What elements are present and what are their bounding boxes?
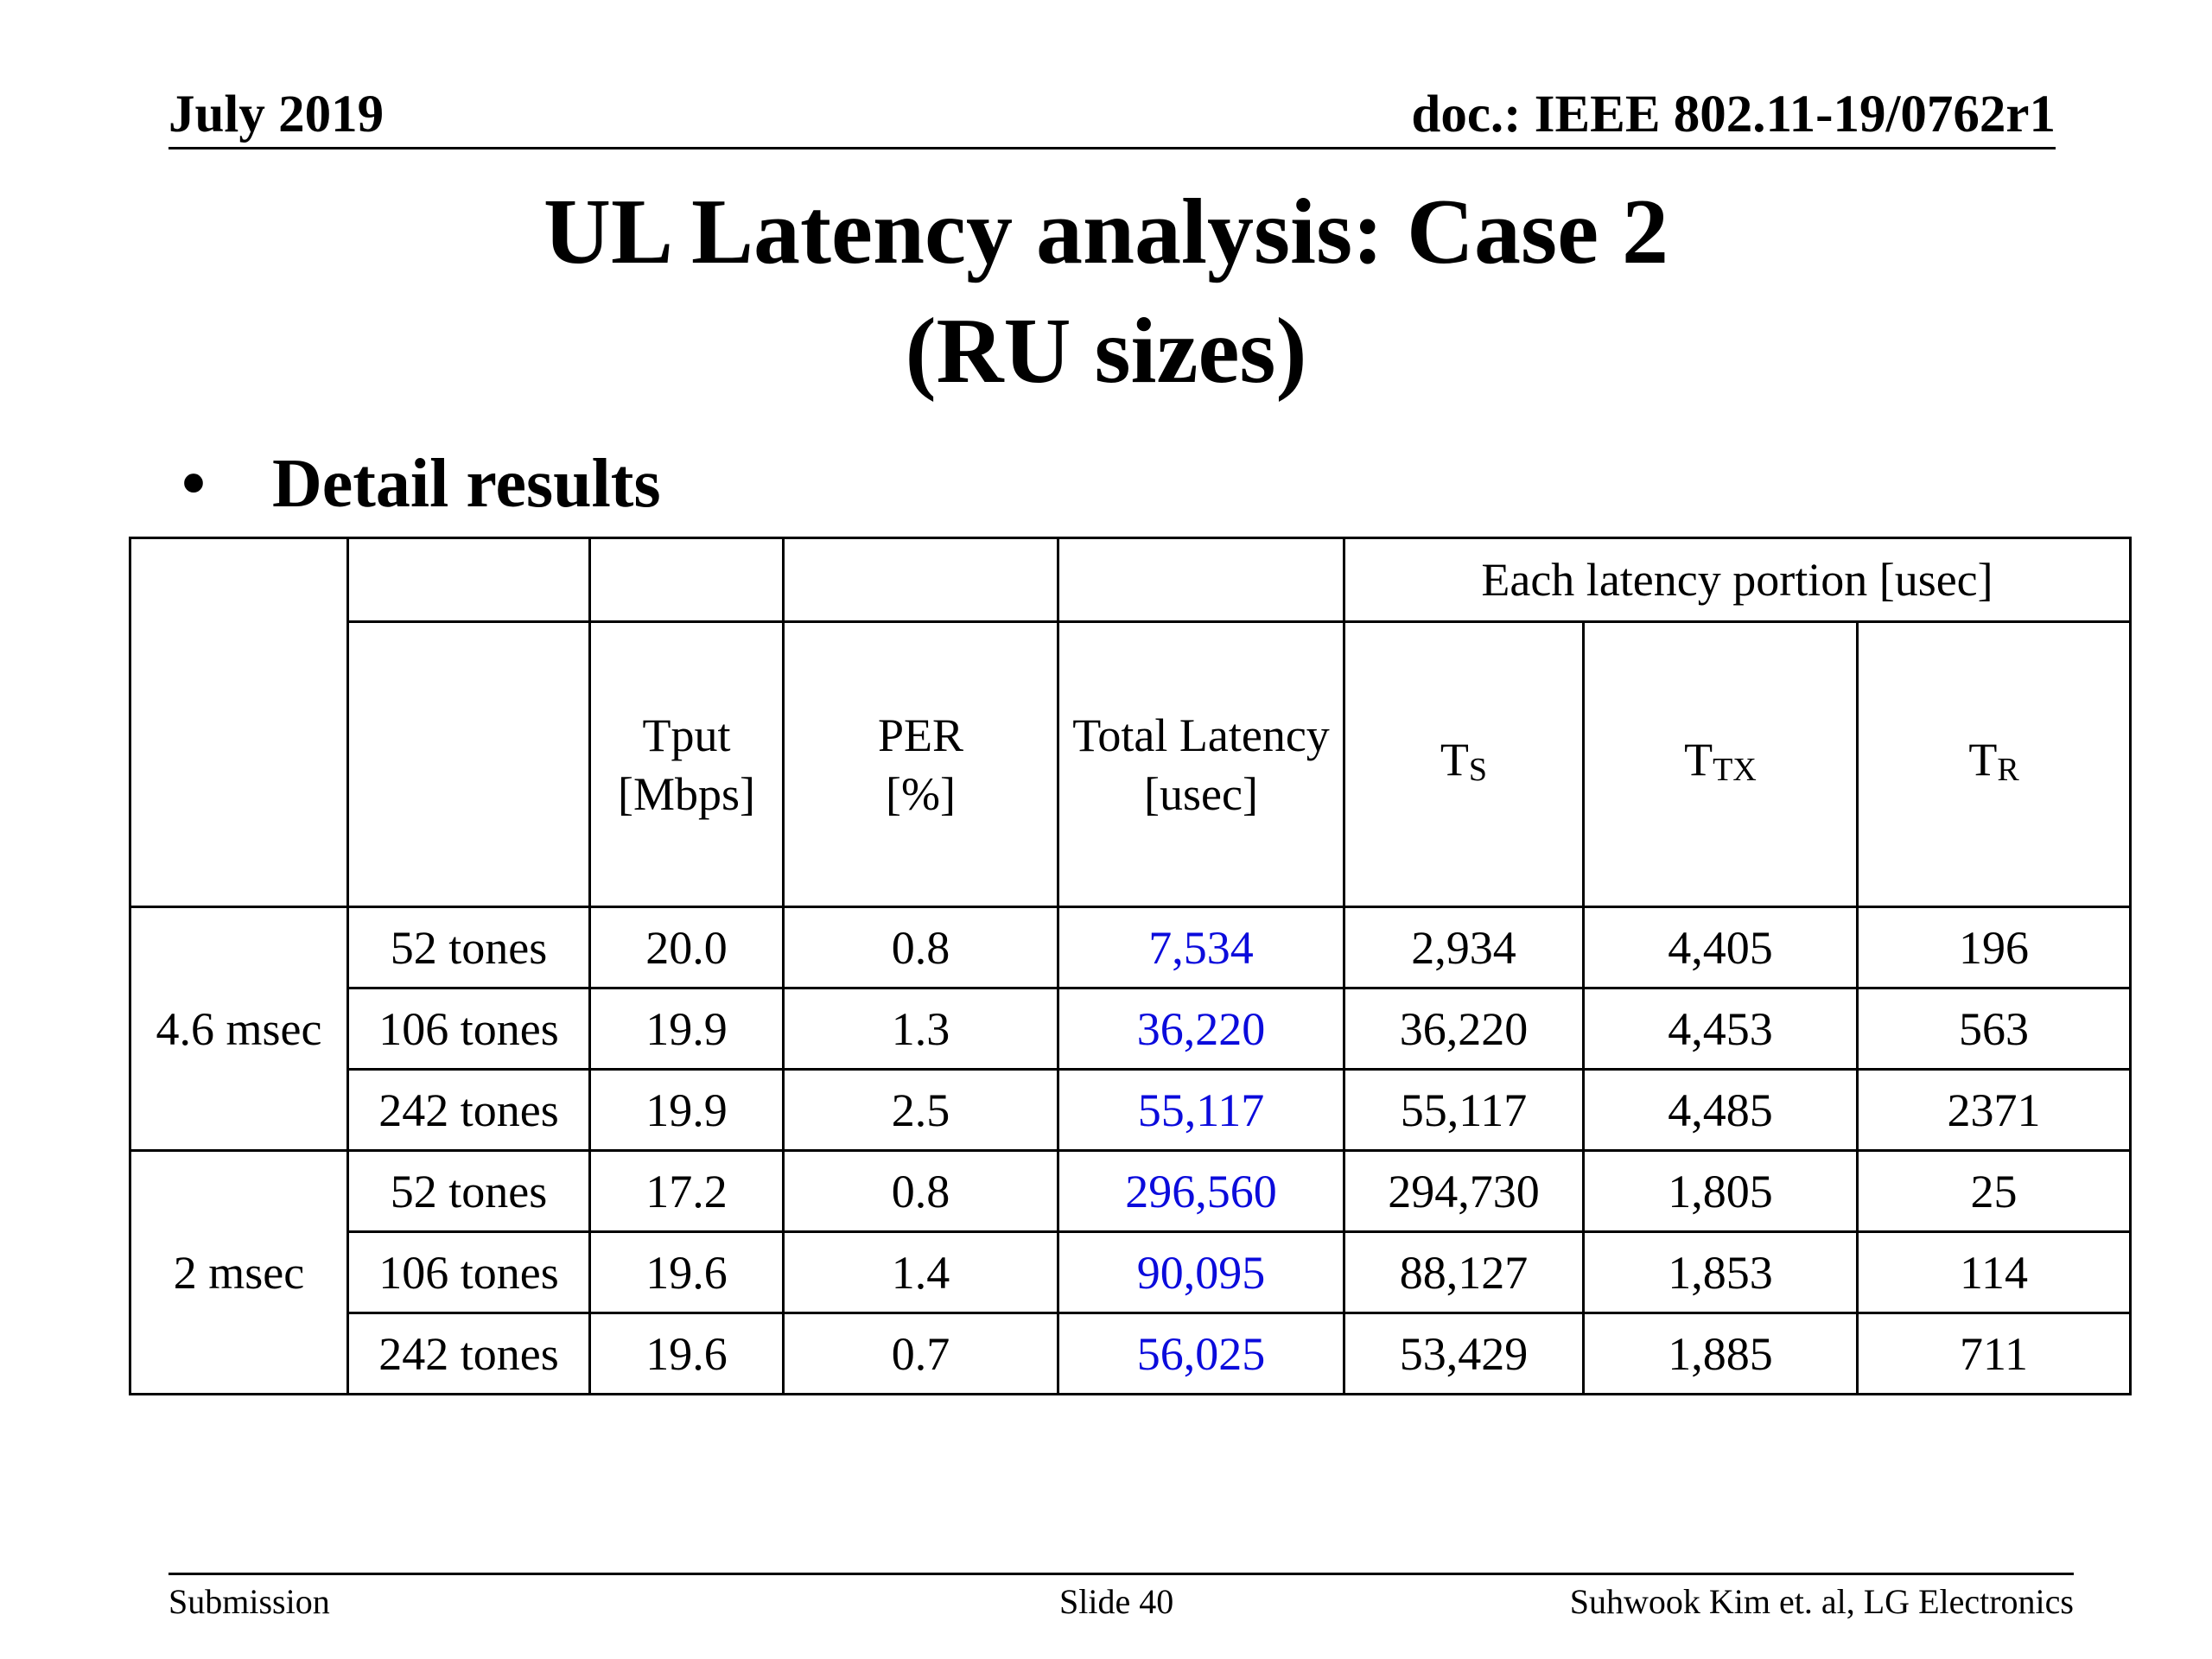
group-label: 4.6 msec xyxy=(130,907,348,1151)
header-empty-cell xyxy=(590,538,784,622)
cell-tr: 711 xyxy=(1858,1313,2131,1395)
table-row xyxy=(130,988,2131,1070)
cell-per: 0.8 xyxy=(784,907,1058,988)
cell-tr: 2371 xyxy=(1858,1070,2131,1151)
table-header-row-2 xyxy=(130,622,2131,907)
group-label: 2 msec xyxy=(130,1151,348,1395)
bullet-text: Detail results xyxy=(272,446,661,522)
header-tput-line1: Tput xyxy=(642,709,731,761)
footer-submission: Submission xyxy=(168,1582,330,1621)
bullet-item xyxy=(181,446,661,522)
footer-divider xyxy=(168,1573,2074,1575)
cell-tput: 19.6 xyxy=(590,1313,784,1395)
header-tr xyxy=(1858,622,2131,907)
cell-ttx: 1,853 xyxy=(1584,1232,1858,1313)
cell-total-latency: 90,095 xyxy=(1058,1232,1344,1313)
slide-title xyxy=(0,173,2212,411)
cell-total-latency: 296,560 xyxy=(1058,1151,1344,1232)
cell-per: 2.5 xyxy=(784,1070,1058,1151)
cell-ts: 55,117 xyxy=(1344,1070,1584,1151)
cell-ttx: 4,485 xyxy=(1584,1070,1858,1151)
cell-ttx: 1,805 xyxy=(1584,1151,1858,1232)
cell-tr: 25 xyxy=(1858,1151,2131,1232)
cell-ts: 53,429 xyxy=(1344,1313,1584,1395)
cell-tput: 19.9 xyxy=(590,1070,784,1151)
header-ttx xyxy=(1584,622,1858,907)
header-date: July 2019 xyxy=(168,86,385,143)
cell-total-latency: 55,117 xyxy=(1058,1070,1344,1151)
header-tput xyxy=(590,622,784,907)
cell-tr: 114 xyxy=(1858,1232,2131,1313)
table-header-row-1 xyxy=(130,538,2131,622)
slide-title-line-1: UL Latency analysis: Case 2 xyxy=(543,181,1669,283)
bullet-icon: • xyxy=(181,446,207,522)
table-row xyxy=(130,907,2131,988)
cell-per: 1.4 xyxy=(784,1232,1058,1313)
header-empty-cell xyxy=(784,538,1058,622)
cell-ts: 88,127 xyxy=(1344,1232,1584,1313)
header-empty-cell xyxy=(348,622,590,907)
header-ts-main: T xyxy=(1440,733,1469,785)
cell-tput: 20.0 xyxy=(590,907,784,988)
cell-total-latency: 56,025 xyxy=(1058,1313,1344,1395)
cell-ru: 242 tones xyxy=(348,1313,590,1395)
header-per xyxy=(784,622,1058,907)
header-ts-sub: S xyxy=(1468,751,1488,788)
header-total-line1: Total Latency xyxy=(1072,709,1330,761)
cell-per: 1.3 xyxy=(784,988,1058,1070)
header-tput-line2: [Mbps] xyxy=(618,767,755,820)
cell-ts: 294,730 xyxy=(1344,1151,1584,1232)
header-per-line1: PER xyxy=(877,709,964,761)
header-tr-main: T xyxy=(1968,733,1998,785)
header-empty-cell xyxy=(348,538,590,622)
results-table xyxy=(129,537,2132,1395)
slide-title-line-2: (RU sizes) xyxy=(905,300,1307,403)
cell-ru: 106 tones xyxy=(348,1232,590,1313)
cell-ru: 52 tones xyxy=(348,907,590,988)
cell-ts: 36,220 xyxy=(1344,988,1584,1070)
footer-slide-number: Slide 40 xyxy=(1059,1582,1174,1621)
table-row xyxy=(130,1151,2131,1232)
cell-ru: 52 tones xyxy=(348,1151,590,1232)
cell-ttx: 1,885 xyxy=(1584,1313,1858,1395)
footer-authors: Suhwook Kim et. al, LG Electronics xyxy=(1569,1582,2074,1621)
header-empty-cell xyxy=(1058,538,1344,622)
header-ts xyxy=(1344,622,1584,907)
table-row xyxy=(130,1070,2131,1151)
cell-ttx: 4,453 xyxy=(1584,988,1858,1070)
header-per-line2: [%] xyxy=(886,767,956,820)
cell-ttx: 4,405 xyxy=(1584,907,1858,988)
cell-per: 0.8 xyxy=(784,1151,1058,1232)
header-ttx-main: T xyxy=(1684,733,1713,785)
cell-per: 0.7 xyxy=(784,1313,1058,1395)
cell-total-latency: 7,534 xyxy=(1058,907,1344,988)
header-latency-portion: Each latency portion [usec] xyxy=(1344,538,2131,622)
cell-tr: 196 xyxy=(1858,907,2131,988)
cell-ts: 2,934 xyxy=(1344,907,1584,988)
cell-tr: 563 xyxy=(1858,988,2131,1070)
header-ttx-sub: TX xyxy=(1713,751,1757,788)
cell-ru: 106 tones xyxy=(348,988,590,1070)
cell-tput: 19.9 xyxy=(590,988,784,1070)
cell-tput: 19.6 xyxy=(590,1232,784,1313)
header-total-line2: [usec] xyxy=(1144,767,1258,820)
cell-ru: 242 tones xyxy=(348,1070,590,1151)
table-row xyxy=(130,1232,2131,1313)
table-row xyxy=(130,1313,2131,1395)
header-total-latency xyxy=(1058,622,1344,907)
header-doc-id: doc.: IEEE 802.11-19/0762r1 xyxy=(1411,86,2056,143)
cell-tput: 17.2 xyxy=(590,1151,784,1232)
header-divider xyxy=(168,147,2056,149)
header-tr-sub: R xyxy=(1997,751,2019,788)
header-empty-cell xyxy=(130,538,348,907)
cell-total-latency: 36,220 xyxy=(1058,988,1344,1070)
